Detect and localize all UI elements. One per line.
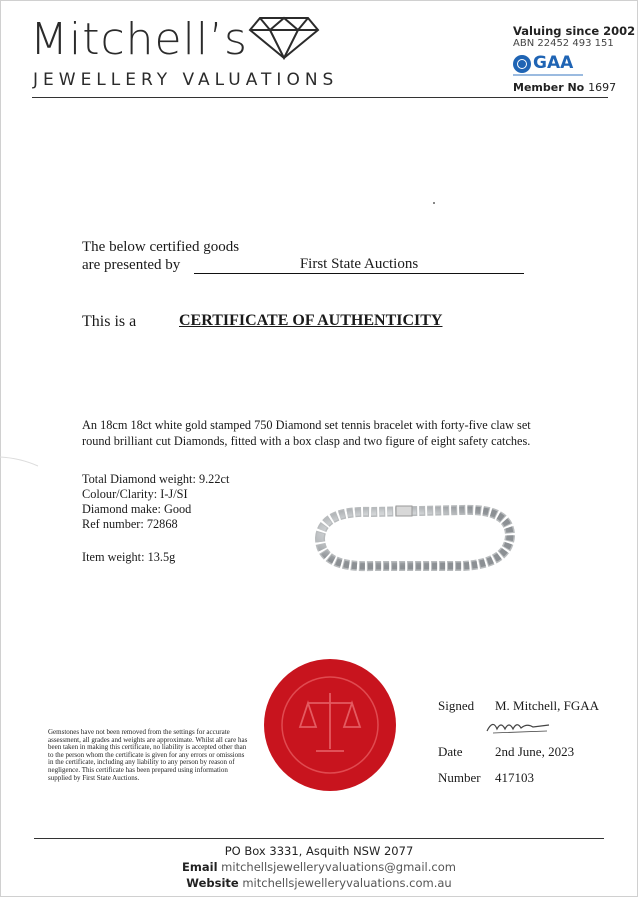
footer-website [0,876,638,890]
gaa-logo: GAA [533,53,574,73]
spec-colour-clarity: Colour/Clarity: I-J/SI [82,487,188,501]
valuing-since: Valuing since 2002 [513,24,636,38]
brand-name: Mitchell’s [30,14,248,65]
date-value: 2nd June, 2023 [495,744,575,759]
margin-mark [0,455,40,467]
spec-ref-number: Ref number: 72868 [82,517,178,531]
email-link[interactable]: mitchellsjewelleryvaluations@gmail.com [221,860,456,874]
gaa-tagline-rule [513,74,583,76]
certificate-prefix: This is a [82,313,137,330]
number-label: Number [438,770,481,785]
certificate-title: CERTIFICATE OF AUTHENTICITY [179,312,443,329]
website-label: Website [186,876,239,890]
member-label: Member No [513,81,585,94]
spec-item-weight: Item weight: 13.5g [82,550,176,564]
footer-divider [34,838,604,839]
spec-total-weight: Total Diamond weight: 9.22ct [82,472,230,486]
presented-line-1: The below certified goods [82,239,240,255]
handwritten-signature [483,715,563,737]
presented-line-2: are presented by [82,257,181,273]
item-description: An 18cm 18ct white gold stamped 750 Diamond set tennis bracelet with forty-five claw set round brilliant cut Diamonds, fitted with a box clasp and two figure of eight safety catches. [82,418,531,448]
diamond-logo-icon [248,14,320,60]
wax-seal-icon [260,655,400,795]
website-link[interactable]: mitchellsjewelleryvaluations.com.au [242,876,452,890]
bracelet-photo [312,498,517,578]
speck [433,202,435,204]
signed-label: Signed [438,698,475,713]
email-label: Email [182,860,218,874]
signed-value: M. Mitchell, FGAA [495,698,599,713]
member-number-value: 1697 [588,81,617,94]
footer-address: PO Box 3331, Asquith NSW 2077 [224,844,414,858]
date-label: Date [438,744,463,759]
spec-diamond-make: Diamond make: Good [82,502,192,516]
gaa-emblem-icon [513,55,531,73]
brand-subtitle: JEWELLERY VALUATIONS [33,70,339,90]
footer-email [0,860,638,874]
header-divider [32,97,608,98]
number-value: 417103 [495,770,534,785]
presenter-name: First State Auctions [194,256,524,274]
abn-number: ABN 22452 493 151 [513,38,614,49]
member-number [513,81,616,94]
disclaimer-text: Gemstones have not been removed from the settings for accurate assessment, all grades and weights are approximate. Whilst all care has been taken in making this certificate, no liability is accepted other than to the person whom the certificate is given for any errors or omissions in the certificate, including any liability to any person by reason of negligence. This certificate has been prepared using information supplied by First State Auctions. [48,728,248,782]
